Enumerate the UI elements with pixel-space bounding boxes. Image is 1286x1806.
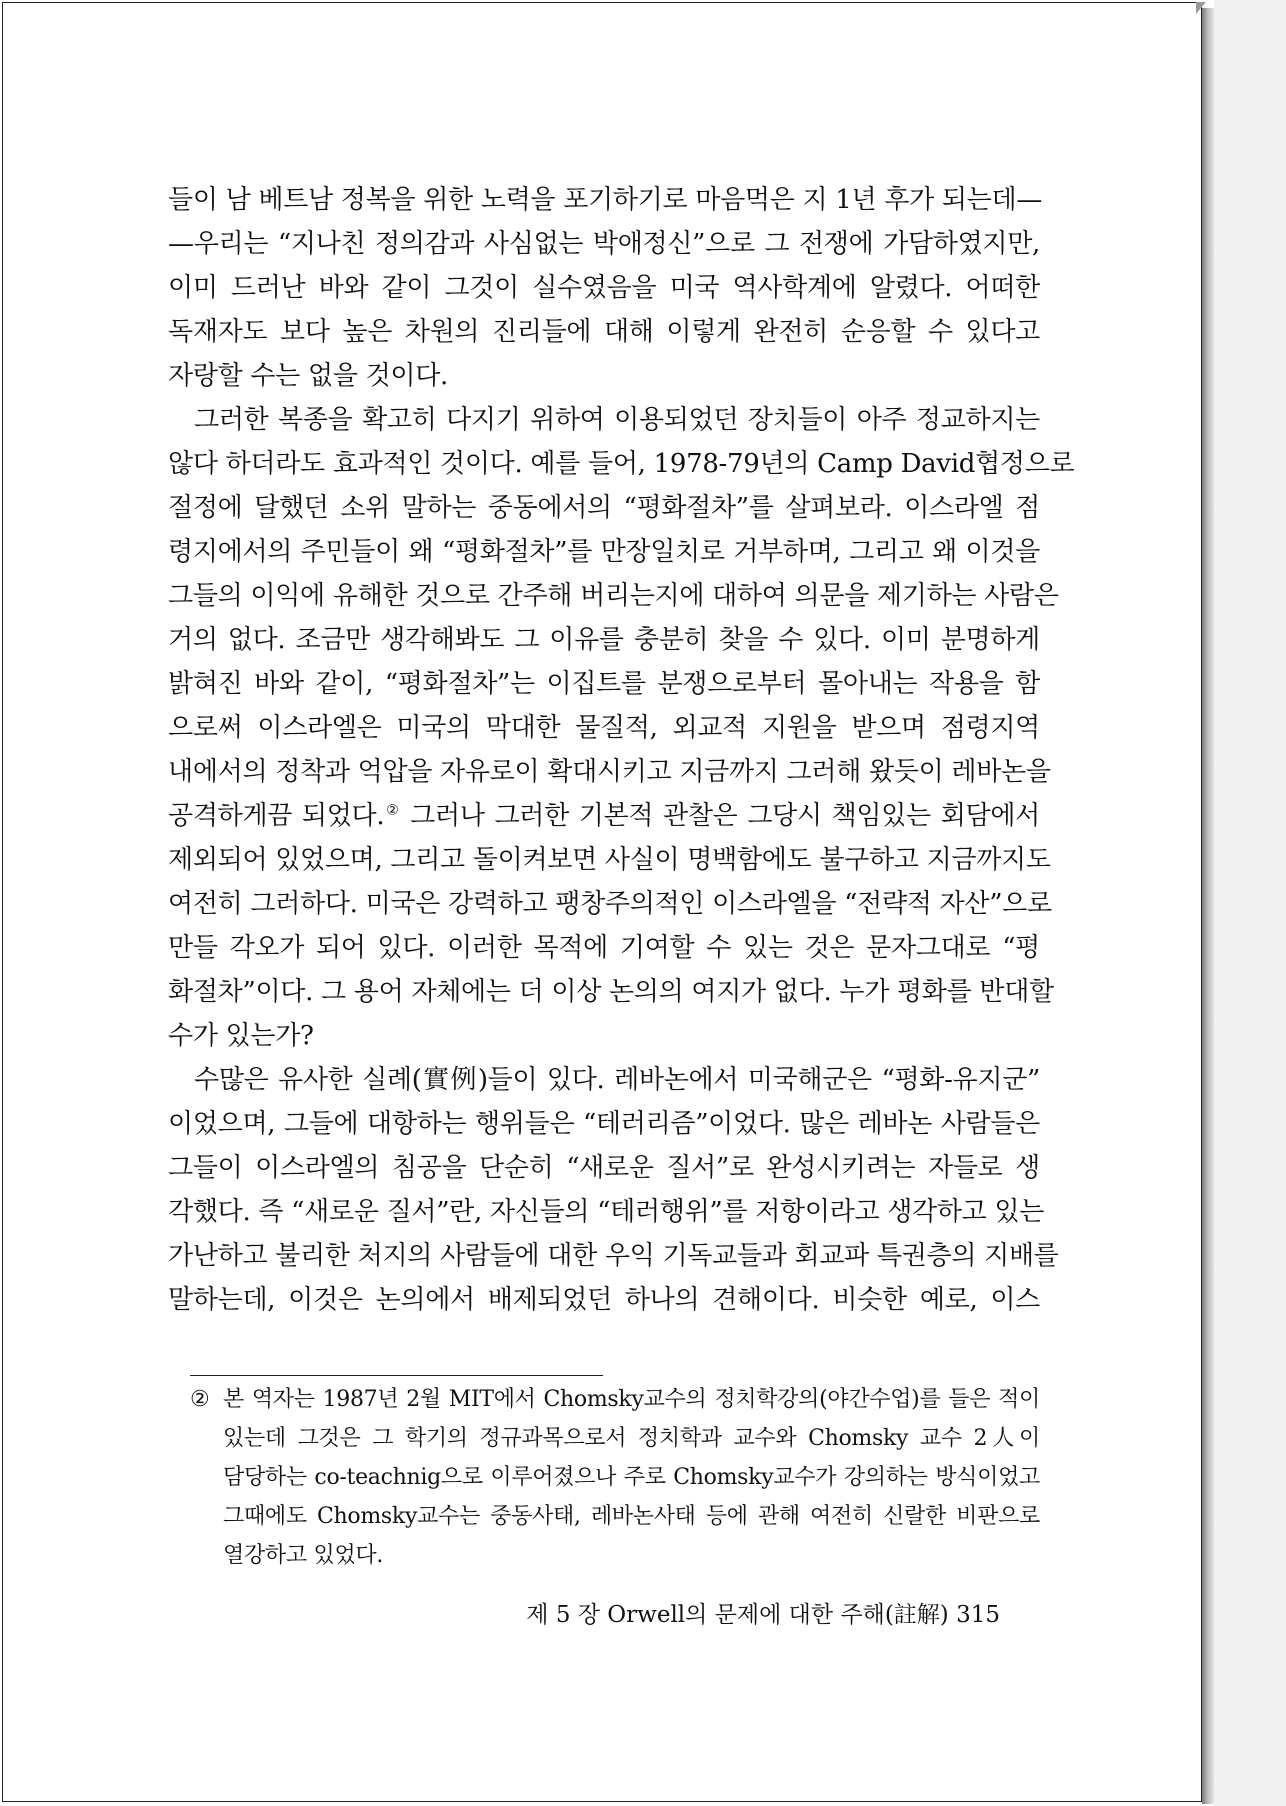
text-line: 여전히 그러하다. 미국은 강력하고 팽창주의적인 이스라엘을 “전략적 자산”으로	[168, 889, 1052, 919]
text-line: 절정에 달했던 소위 말하는 중동에서의 “평화절차”를 살펴보라. 이스라엘 점	[168, 493, 1040, 523]
text-line: 으로써 이스라엘은 미국의 막대한 물질적, 외교적 지원을 받으며 점령지역	[168, 713, 1040, 743]
text-line: 거의 없다. 조금만 생각해봐도 그 이유를 충분히 찾을 수 있다. 이미 분명하게	[168, 625, 1040, 655]
text-line: 수가 있는가?	[168, 1021, 314, 1051]
text-line: 말하는데, 이것은 논의에서 배제되었던 하나의 견해이다. 비슷한 예로, 이스	[168, 1285, 1040, 1315]
footnote-divider	[190, 1375, 603, 1376]
text-line	[168, 794, 1040, 838]
text-line: 이미 드러난 바와 같이 그것이 실수였음을 미국 역사학계에 알렸다. 어떠한	[168, 273, 1040, 303]
text-line: 만들 각오가 되어 있다. 이러한 목적에 기여할 수 있는 것은 문자그대로 “평	[168, 933, 1040, 963]
text-line: 가난하고 불리한 처지의 사람들에 대한 우익 기독교들과 회교파 특권층의 지배를	[168, 1241, 1059, 1271]
text-line: 그들의 이익에 유해한 것으로 간주해 버리는지에 대하여 의문을 제기하는 사람은	[168, 581, 1059, 611]
text-line: 령지에서의 주민들이 왜 “평화절차”를 만장일치로 거부하며, 그리고 왜 이것을	[168, 537, 1040, 567]
text-line: 밝혀진 바와 같이, “평화절차”는 이집트를 분쟁으로부터 몰아내는 작용을 함	[168, 669, 1040, 699]
footnote-text: 본 역자는 1987년 2월 MIT에서 Chomsky교수의 정치학강의(야간수업)를 들은 적이	[223, 1387, 1040, 1412]
text-segment: 그러나 그러한 기본적 관찰은 그당시 책임있는 회담에서	[400, 801, 1040, 831]
text-line: 각했다. 즉 “새로운 질서”란, 자신들의 “테러행위”를 저항이라고 생각하고 있는	[168, 1197, 1045, 1227]
body-text	[168, 178, 1075, 1322]
running-footer: 제 5 장 Orwell의 문제에 대한 주해(註解) 315	[526, 1602, 1000, 1628]
text-line: 제외되어 있었으며, 그리고 돌이켜보면 사실이 명백함에도 불구하고 지금까지도	[168, 845, 1051, 875]
footnote-line	[190, 1380, 1040, 1419]
text-line: 독재자도 보다 높은 차원의 진리들에 대해 이렇게 완전히 순응할 수 있다고	[168, 317, 1040, 347]
footnote-reference[interactable]: ②	[384, 802, 401, 819]
footnote-line: 열강하고 있었다.	[223, 1543, 384, 1568]
text-line: 자랑할 수는 없을 것이다.	[168, 361, 449, 391]
footnote-line: 담당하는 co-teachnig으로 이루어졌으나 주로 Chomsky교수가 강의하는 방식이었고	[223, 1465, 1040, 1490]
page-edge-shadow	[1202, 8, 1214, 1804]
footnote-line: 있는데 그것은 그 학기의 정규과목으로서 정치학과 교수와 Chomsky 교수 2人이	[223, 1426, 1040, 1451]
text-line: 그들이 이스라엘의 침공을 단순히 “새로운 질서”로 완성시키려는 자들로 생	[168, 1153, 1040, 1183]
text-line: 화절차”이다. 그 용어 자체에는 더 이상 논의의 여지가 없다. 누가 평화를 반대할	[168, 977, 1054, 1007]
footnote-marker: ②	[190, 1387, 210, 1412]
footnote	[190, 1380, 1040, 1575]
footnote-line: 그때에도 Chomsky교수는 중동사태, 레바논사태 등에 관해 여전히 신랄한 비판으로	[223, 1504, 1040, 1529]
text-line: 내에서의 정착과 억압을 자유로이 확대시키고 지금까지 그러해 왔듯이 레바논을	[168, 757, 1051, 787]
text-line: —우리는 “지나친 정의감과 사심없는 박애정신”으로 그 전쟁에 가담하였지만,	[168, 229, 1040, 259]
viewer-gutter	[1214, 0, 1286, 1806]
text-line: 들이 남 베트남 정복을 위한 노력을 포기하기로 마음먹은 지 1년 후가 되는데—	[168, 185, 1043, 215]
text-line: 수많은 유사한 실례(實例)들이 있다. 레바논에서 미국해군은 “평화-유지군”	[194, 1065, 1040, 1095]
text-segment: 공격하게끔 되었다.	[168, 801, 385, 831]
text-line: 않다 하더라도 효과적인 것이다. 예를 들어, 1978-79년의 Camp David협정으로	[168, 449, 1075, 479]
text-line: 이었으며, 그들에 대항하는 행위들은 “테러리즘”이었다. 많은 레바논 사람들은	[168, 1109, 1040, 1139]
text-line: 그러한 복종을 확고히 다지기 위하여 이용되었던 장치들이 아주 정교하지는	[194, 405, 1040, 435]
